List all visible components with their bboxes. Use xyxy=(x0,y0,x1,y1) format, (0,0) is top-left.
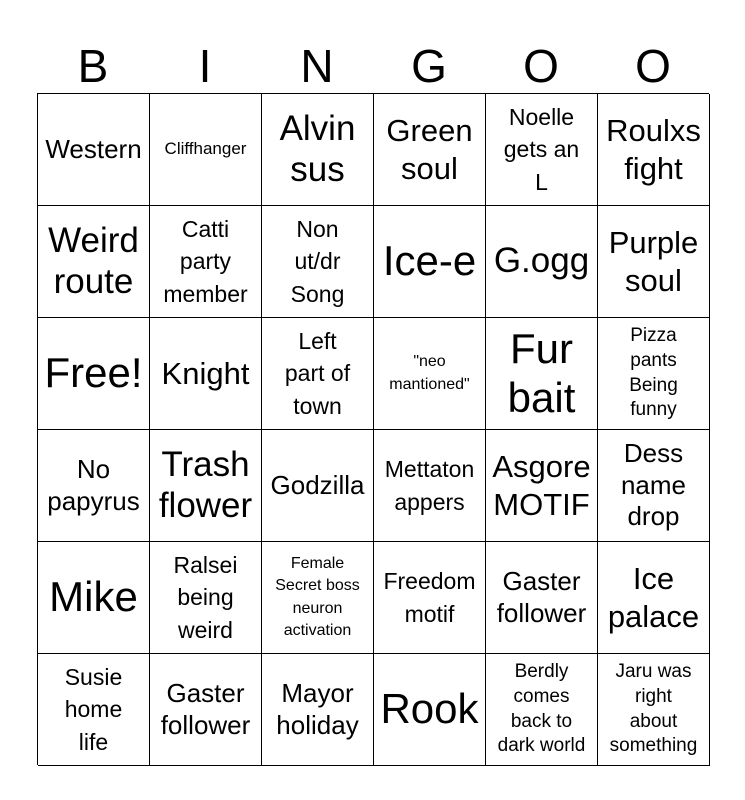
cell-text: Jaru was right about something xyxy=(609,661,698,757)
header-letter: O xyxy=(523,40,559,92)
bingo-cell[interactable] xyxy=(38,206,150,318)
bingo-cell[interactable] xyxy=(486,654,598,766)
bingo-cell[interactable] xyxy=(38,318,150,430)
bingo-cell[interactable] xyxy=(262,654,374,766)
bingo-cell[interactable] xyxy=(374,318,486,430)
bingo-cell[interactable] xyxy=(486,94,598,206)
cell-text: Pizza pants Being funny xyxy=(629,325,678,421)
cell-text: Rook xyxy=(380,685,479,733)
cell-text: Weird route xyxy=(48,221,139,301)
bingo-board xyxy=(37,93,709,765)
bingo-cell[interactable] xyxy=(150,94,262,206)
cell-text: Female Secret boss neuron activation xyxy=(275,554,360,639)
bingo-cell[interactable] xyxy=(486,430,598,542)
header-letter: B xyxy=(77,40,109,92)
cell-text: Alvin sus xyxy=(279,109,356,189)
cell-text: Gaster follower xyxy=(496,565,587,628)
cell-text: Gaster follower xyxy=(160,677,251,740)
bingo-cell[interactable] xyxy=(262,542,374,654)
bingo-cell[interactable] xyxy=(598,206,710,318)
bingo-cell[interactable] xyxy=(598,542,710,654)
bingo-cell[interactable] xyxy=(262,318,374,430)
bingo-cell[interactable] xyxy=(486,206,598,318)
cell-text: Mettaton appers xyxy=(384,456,475,515)
cell-text: Fur bait xyxy=(507,324,576,421)
bingo-cell[interactable] xyxy=(486,318,598,430)
cell-text: Free! xyxy=(44,349,143,397)
cell-text: Dess name drop xyxy=(620,437,687,532)
cell-text: Cliffhanger xyxy=(164,139,247,159)
header-letter: I xyxy=(198,40,212,92)
bingo-cell[interactable] xyxy=(38,430,150,542)
bingo-cell[interactable] xyxy=(598,654,710,766)
bingo-cell[interactable] xyxy=(374,542,486,654)
bingo-cell[interactable] xyxy=(374,94,486,206)
bingo-cell[interactable] xyxy=(150,654,262,766)
bingo-cell[interactable] xyxy=(598,318,710,430)
cell-text: Mayor holiday xyxy=(276,677,359,740)
cell-text: Godzilla xyxy=(270,469,365,500)
header-letter: N xyxy=(300,40,334,92)
bingo-cell[interactable] xyxy=(262,94,374,206)
cell-text: Roulxs fight xyxy=(606,113,701,186)
bingo-cell[interactable] xyxy=(150,318,262,430)
bingo-cell[interactable] xyxy=(598,430,710,542)
cell-text: G.ogg xyxy=(493,241,590,281)
bingo-cell[interactable] xyxy=(374,206,486,318)
cell-text: Freedom motif xyxy=(383,568,476,627)
bingo-cell[interactable] xyxy=(262,206,374,318)
bingo-cell[interactable] xyxy=(38,542,150,654)
cell-text: Western xyxy=(45,133,142,164)
cell-text: Susie home life xyxy=(64,664,123,755)
cell-text: Ice-e xyxy=(382,237,477,285)
cell-text: Catti party member xyxy=(163,216,248,307)
cell-text: Noelle gets an L xyxy=(503,104,580,195)
bingo-cell[interactable] xyxy=(38,654,150,766)
bingo-cell[interactable] xyxy=(150,542,262,654)
cell-text: "neo mantioned" xyxy=(389,353,470,393)
cell-text: Ice palace xyxy=(607,561,700,634)
bingo-cell[interactable] xyxy=(150,430,262,542)
header-letter: G xyxy=(411,40,447,92)
cell-text: Left part of town xyxy=(284,328,351,419)
cell-text: Asgore MOTIF xyxy=(492,449,591,522)
bingo-header xyxy=(37,38,709,94)
cell-text: Trash flower xyxy=(158,445,253,525)
cell-text: Knight xyxy=(161,355,250,391)
bingo-cell[interactable] xyxy=(598,94,710,206)
cell-text: Mike xyxy=(49,573,138,621)
cell-text: Ralsei being weird xyxy=(173,552,238,643)
bingo-cell[interactable] xyxy=(150,206,262,318)
header-letter: O xyxy=(635,40,671,92)
bingo-cell[interactable] xyxy=(38,94,150,206)
bingo-cell[interactable] xyxy=(374,430,486,542)
cell-text: Purple soul xyxy=(608,225,699,298)
bingo-cell[interactable] xyxy=(262,430,374,542)
cell-text: Green soul xyxy=(386,113,473,186)
bingo-cell[interactable] xyxy=(486,542,598,654)
cell-text: Berdly comes back to dark world xyxy=(497,661,586,757)
cell-text: Non ut/dr Song xyxy=(290,216,345,307)
bingo-cell[interactable] xyxy=(374,654,486,766)
cell-text: No papyrus xyxy=(47,453,140,516)
